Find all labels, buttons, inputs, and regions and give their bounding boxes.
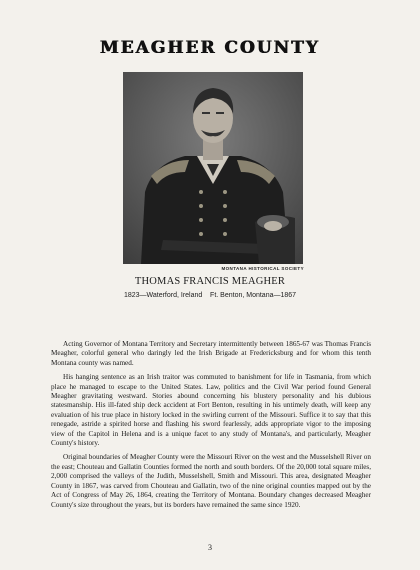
portrait-caption-dates: 1823—Waterford, Ireland Ft. Benton, Montana—1867 [123, 292, 297, 299]
paragraph: Original boundaries of Meagher County were the Missouri River on the west and the Musselshell River on the east; Chouteau and Gallatin Counties formed the north and south borders. Of the 20,000 total square miles, 2,000 comprised the valleys of the Judith, Musselshell, Smith and Missouri. This area, designated Meagher County in 1867, was carved from Chouteau and Gallatin, two of the nine original counties mapped out by the Act of Congress of May 26, 1864, creating the Territory of Montana. Boundary changes decreased Meagher County's size throughout the years, but its borders have remained the same since 1920. [51, 453, 371, 509]
portrait-caption-name: THOMAS FRANCIS MEAGHER [134, 276, 286, 287]
page-number: 3 [208, 543, 212, 552]
page-title: MEAGHER COUNTY [99, 38, 321, 58]
article-body [51, 340, 371, 515]
paragraph: Acting Governor of Montana Territory and Secretary intermittently between 1865-67 was Thomas Francis Meagher, colorful general who daringly led the Irish Brigade at Fredericksburg and for whom this tenth Montana county was named. [51, 340, 371, 367]
paragraph: His hanging sentence as an Irish traitor was commuted to banishment for life in Tasmania, from which place he managed to escape to the United States. Law, politics and the Civil War period found General Meagher gravitating westward. Stories abound concerning his blustery personality and his dubious statesmanship. His ill-fated ship deck accident at Fort Benton, resulting in his untimely death, will keep any evaluation of his true place in history locked in the swirling current of the Missouri. Suffice it to say that this renegade, astride a spirited horse and flashing his sword fearlessly, adds appropriate vigor to the imposing view of the Capitol in Helena and is a unique facet to any study of Montana's, and particularly, Meagher County's history. [51, 373, 371, 448]
portrait-photo [123, 72, 303, 264]
photo-credit: MONTANA HISTORICAL SOCIETY [221, 266, 304, 271]
portrait-illustration [123, 72, 303, 264]
